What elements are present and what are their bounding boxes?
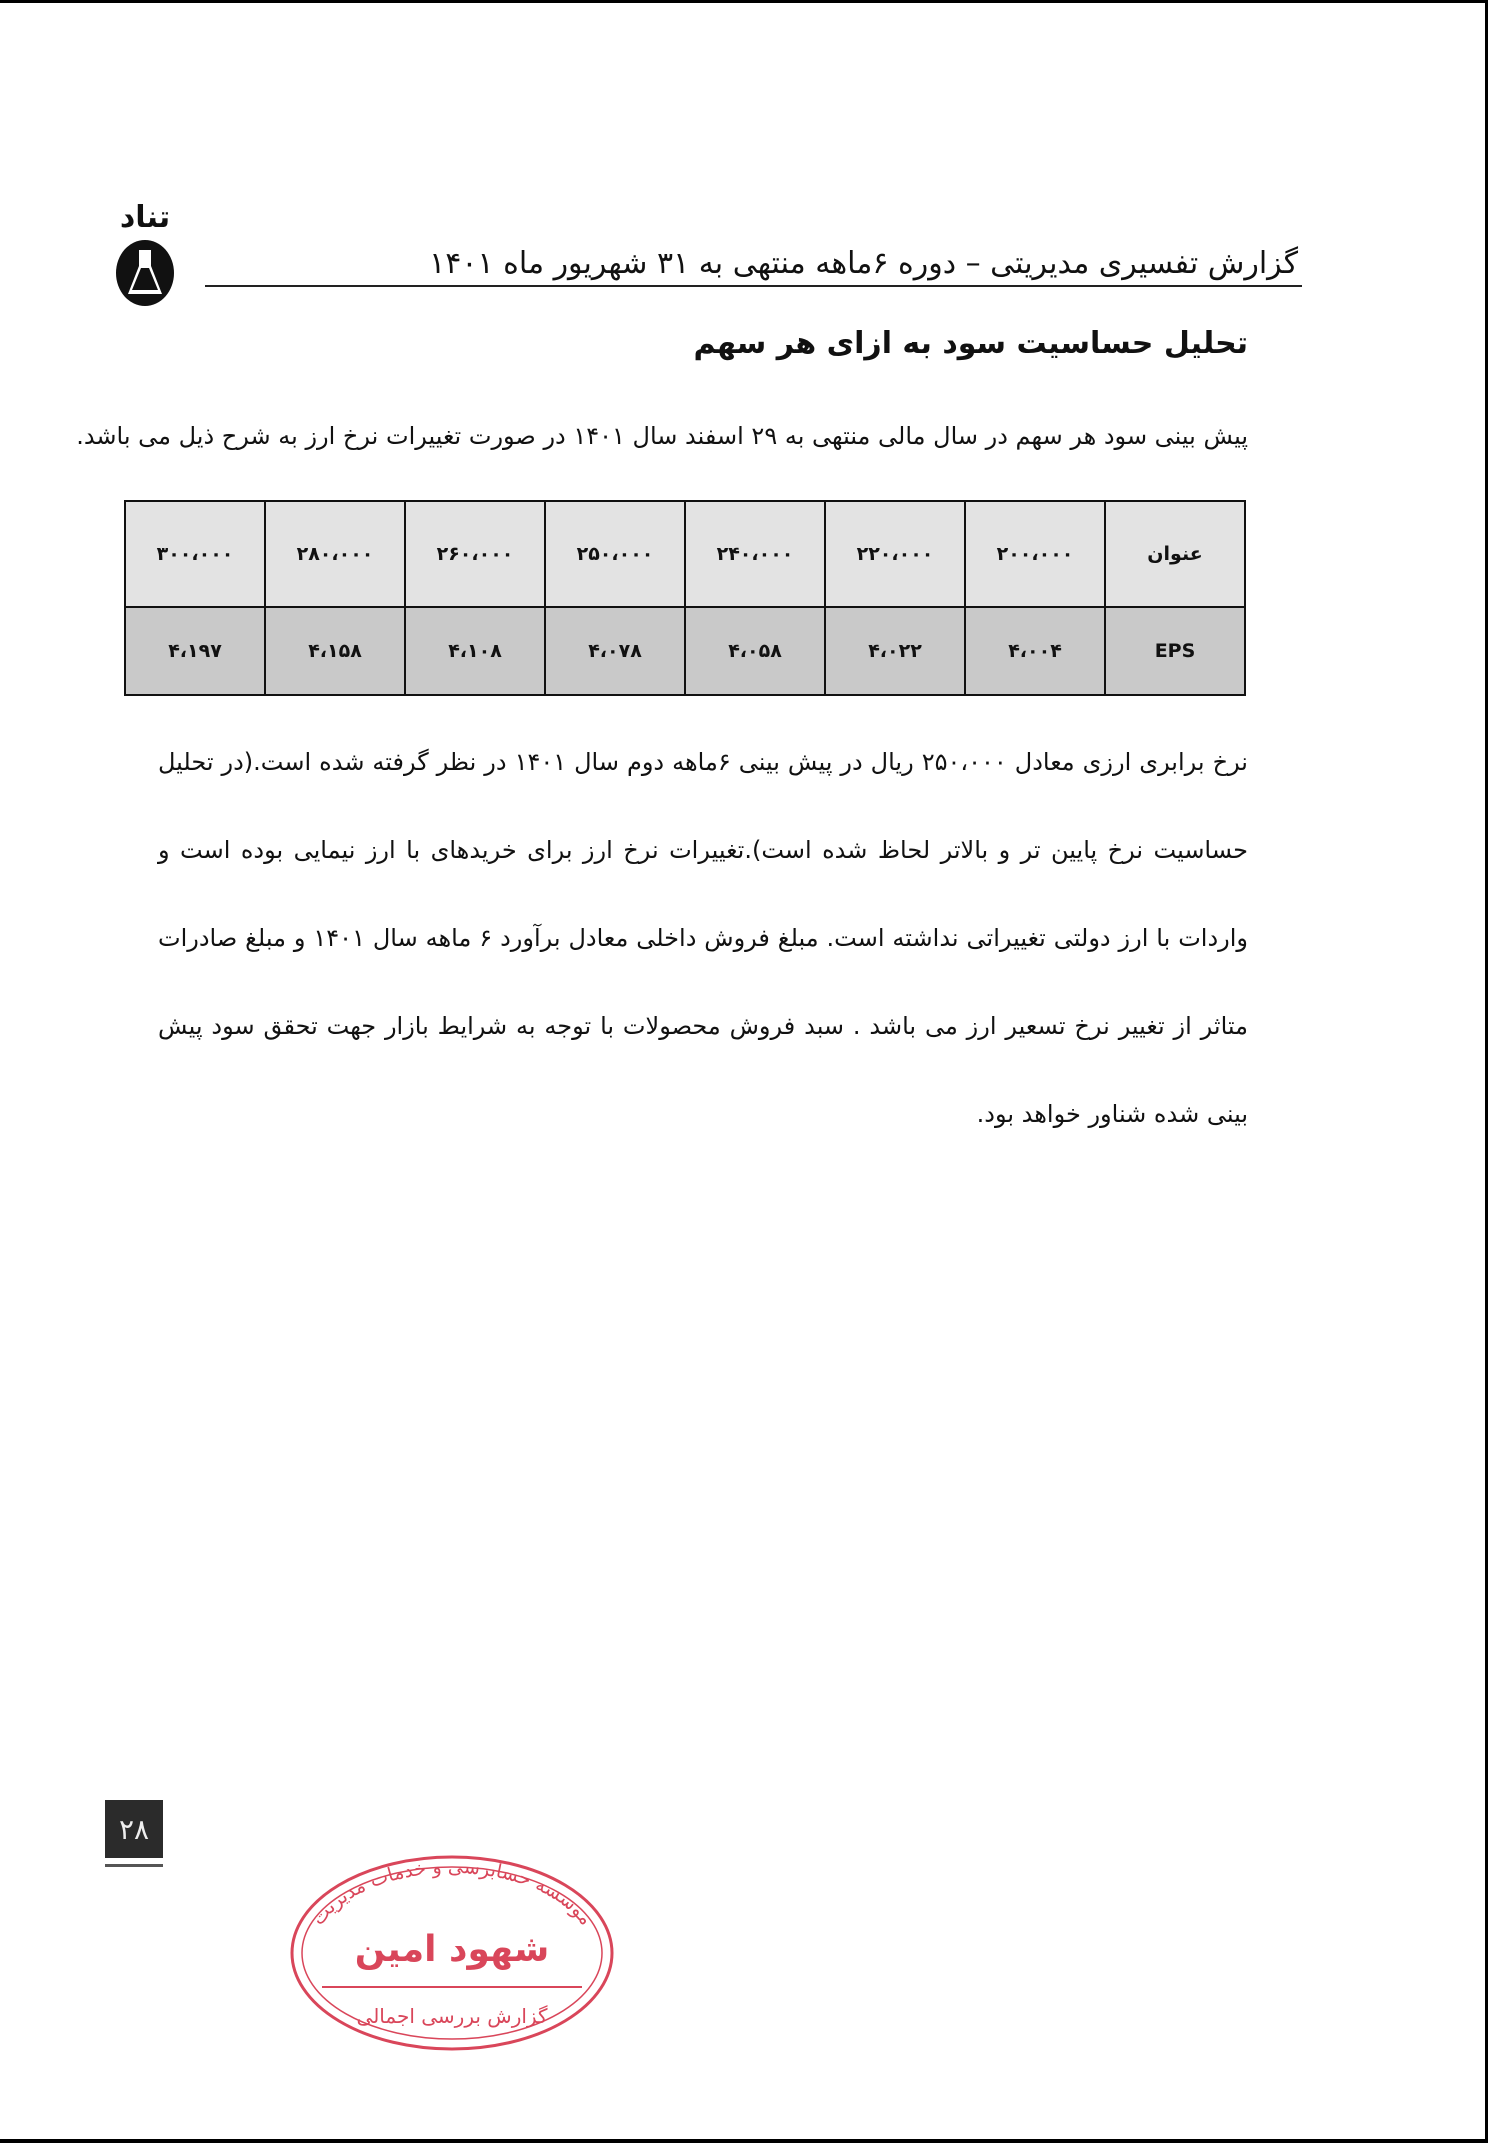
rate-cell: ۳۰۰،۰۰۰ — [125, 501, 265, 607]
rate-cell: ۲۴۰،۰۰۰ — [685, 501, 825, 607]
body-paragraph: نرخ برابری ارزی معادل ۲۵۰،۰۰۰ ریال در پیش بینی ۶ماهه دوم سال ۱۴۰۱ در نظر گرفته شده است.(در تحلیل حساسیت نرخ پایین تر و بالاتر لحاظ شده است).تغییرات نرخ ارز برای خریدهای با ارز نیمایی بوده است و واردات با ارز دولتی تغییراتی نداشته است. مبلغ فروش داخلی معادل برآورد ۶ ماهه سال ۱۴۰۱ و مبلغ صادرات متاثر از تغییر نرخ تسعیر ارز می باشد . سبد فروش محصولات با توجه به شرایط بازار جهت تحقق سود پیش بینی شده شناور خواهد بود. — [158, 748, 1248, 1128]
eps-cell: ۴،۰۰۴ — [965, 607, 1105, 695]
report-header-title: گزارش تفسیری مدیریتی – دوره ۶ماهه منتهی به ۳۱ شهریور ماه ۱۴۰۱ — [429, 246, 1298, 281]
rate-cell: ۲۵۰،۰۰۰ — [545, 501, 685, 607]
eps-cell: ۴،۰۷۸ — [545, 607, 685, 695]
table-eps-row — [125, 607, 1245, 695]
logo-word: تناد — [119, 200, 171, 235]
intro-text: پیش بینی سود هر سهم در سال مالی منتهی به ۲۹ اسفند سال ۱۴۰۱ در صورت تغییرات نرخ ارز به شرح ذیل می باشد. — [76, 422, 1248, 450]
eps-sensitivity-table — [124, 500, 1246, 696]
eps-cell: ۴،۰۲۲ — [825, 607, 965, 695]
page-number-underline — [105, 1864, 163, 1867]
rate-cell: ۲۶۰،۰۰۰ — [405, 501, 545, 607]
rate-cell: ۲۰۰،۰۰۰ — [965, 501, 1105, 607]
eps-cell: ۴،۰۵۸ — [685, 607, 825, 695]
stamp-bottom-text: گزارش بررسی اجمالی — [356, 2004, 548, 2028]
company-logo — [110, 200, 180, 310]
section-title: تحلیل حساسیت سود به ازای هر سهم — [693, 326, 1248, 361]
table-header-label: عنوان — [1105, 501, 1245, 607]
rate-cell: ۲۸۰،۰۰۰ — [265, 501, 405, 607]
top-border — [0, 0, 1488, 3]
eps-cell: ۴،۱۹۷ — [125, 607, 265, 695]
header-divider — [205, 285, 1302, 287]
rate-cell: ۲۲۰،۰۰۰ — [825, 501, 965, 607]
eps-cell: ۴،۱۰۸ — [405, 607, 545, 695]
page-number: ۲۸ — [105, 1800, 163, 1858]
bottom-border — [0, 2139, 1488, 2143]
flask-icon — [114, 238, 176, 308]
eps-cell: ۴،۱۵۸ — [265, 607, 405, 695]
stamp-center-text: شهود امین — [354, 1929, 550, 1970]
table-header-row — [125, 501, 1245, 607]
eps-row-label: EPS — [1105, 607, 1245, 695]
auditor-stamp — [282, 1845, 622, 2055]
stamp-outer-text: موسسه حسابرسی و خدمات مدیریت — [307, 1855, 598, 1930]
